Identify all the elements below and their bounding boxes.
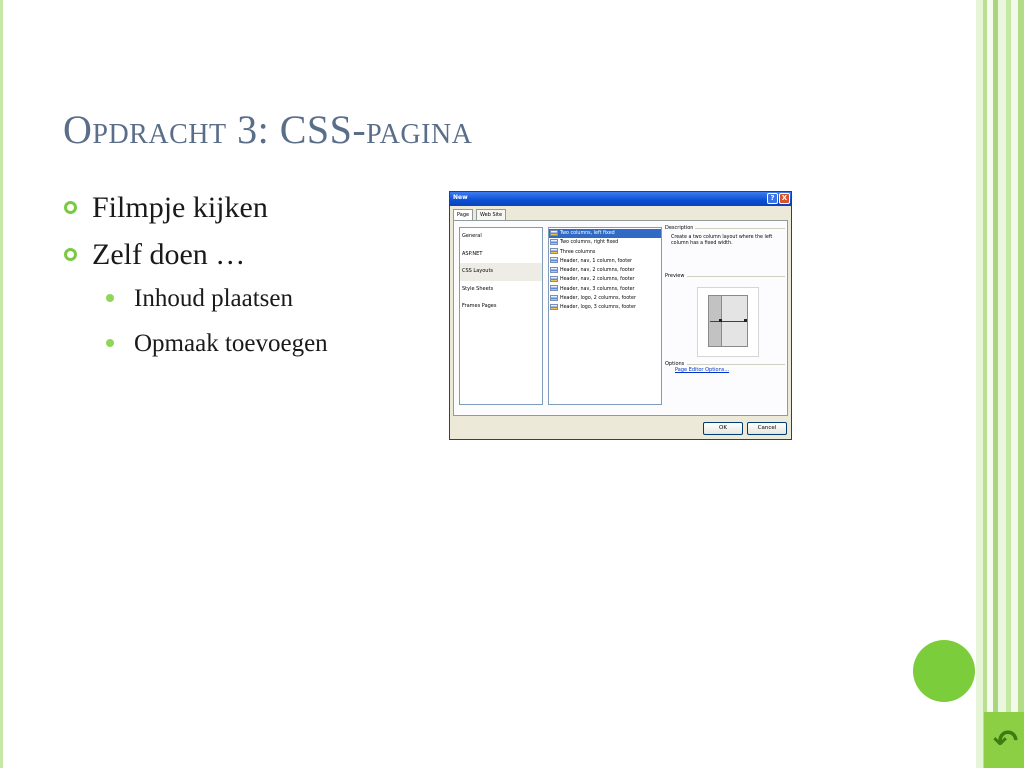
template-item[interactable] <box>549 294 661 303</box>
decor-circle <box>913 640 975 702</box>
template-item[interactable] <box>549 303 661 312</box>
page-template-icon <box>550 267 558 273</box>
template-item[interactable] <box>549 285 661 294</box>
template-label: Two columns, left fixed <box>560 231 615 236</box>
cancel-button[interactable]: Cancel <box>747 422 787 435</box>
dialog-title: New <box>453 194 468 201</box>
page-template-icon <box>550 285 558 291</box>
ring-bullet-icon <box>64 201 77 214</box>
preview-label: Preview <box>665 273 685 279</box>
template-label: Three columns <box>560 249 596 255</box>
description-label: Description <box>665 225 694 231</box>
return-arrow-icon[interactable]: ↶ <box>993 724 1019 759</box>
template-list <box>548 227 662 405</box>
template-item[interactable] <box>549 275 661 284</box>
new-dialog-screenshot <box>449 191 792 440</box>
page-template-icon <box>550 230 558 236</box>
category-item-general[interactable]: General <box>462 233 482 239</box>
template-label: Header, logo, 3 columns, footer <box>560 305 636 311</box>
category-item-asp-net[interactable]: ASP.NET <box>462 250 483 257</box>
group-divider <box>687 276 785 277</box>
bullet-text: Filmpje kijken <box>92 191 268 224</box>
category-item-css-layouts[interactable]: CSS Layouts <box>460 263 542 281</box>
layout-preview <box>697 287 759 357</box>
group-divider <box>687 364 785 365</box>
page-template-icon <box>550 304 558 310</box>
bullet-text: Zelf doen … <box>92 238 246 271</box>
right-decor-band <box>976 0 1024 768</box>
group-divider <box>695 228 785 229</box>
sub-bullet-text: Inhoud plaatsen <box>134 285 293 312</box>
dialog-titlebar <box>450 192 791 206</box>
page-template-icon <box>550 248 558 254</box>
template-item[interactable] <box>549 257 661 266</box>
category-item-style-sheets[interactable]: Style Sheets <box>462 285 494 292</box>
sub-bullet-item <box>62 280 328 325</box>
bullet-item <box>62 233 328 280</box>
slide-title: Opdracht 3: CSS-pagina <box>63 107 473 152</box>
bullet-list <box>62 186 328 370</box>
template-item[interactable] <box>549 248 661 257</box>
template-label: Two columns, right fixed <box>560 240 619 246</box>
preview-page-icon <box>708 295 748 347</box>
options-label: Options <box>665 361 685 367</box>
template-label: Header, nav, 1 column, footer <box>560 258 633 264</box>
template-item[interactable] <box>549 229 661 238</box>
page-template-icon <box>550 257 558 263</box>
template-label: Header, nav, 3 columns, footer <box>560 286 635 292</box>
ring-bullet-icon <box>64 248 77 261</box>
ok-button[interactable]: OK <box>703 422 743 435</box>
dot-bullet-icon <box>106 339 114 347</box>
tab-page[interactable]: Page <box>453 209 473 221</box>
description-text: Create a two column layout where the left column has a fixed width. <box>671 235 773 246</box>
page-template-icon <box>550 295 558 301</box>
sub-bullet-item <box>62 325 328 370</box>
tab-web-site[interactable]: Web Site <box>476 209 506 220</box>
left-edge-stripe <box>0 0 3 768</box>
page-template-icon <box>550 276 558 282</box>
page-template-icon <box>550 239 558 245</box>
dot-bullet-icon <box>106 294 114 302</box>
close-button[interactable]: X <box>779 193 790 204</box>
category-item-frames-pages[interactable]: Frames Pages <box>462 303 497 309</box>
template-item[interactable] <box>549 238 661 247</box>
template-label: Header, nav, 2 columns, footer <box>560 277 635 283</box>
category-list <box>459 227 543 405</box>
template-label: Header, nav, 2 columns, footer <box>560 268 635 274</box>
page-editor-options-link[interactable]: Page Editor Options... <box>675 367 730 373</box>
dialog-panel <box>453 220 788 416</box>
template-item[interactable] <box>549 266 661 275</box>
help-button[interactable]: ? <box>767 193 778 204</box>
template-label: Header, logo, 2 columns, footer <box>560 296 636 302</box>
bullet-item <box>62 186 328 233</box>
sub-bullet-text: Opmaak toevoegen <box>134 330 328 357</box>
